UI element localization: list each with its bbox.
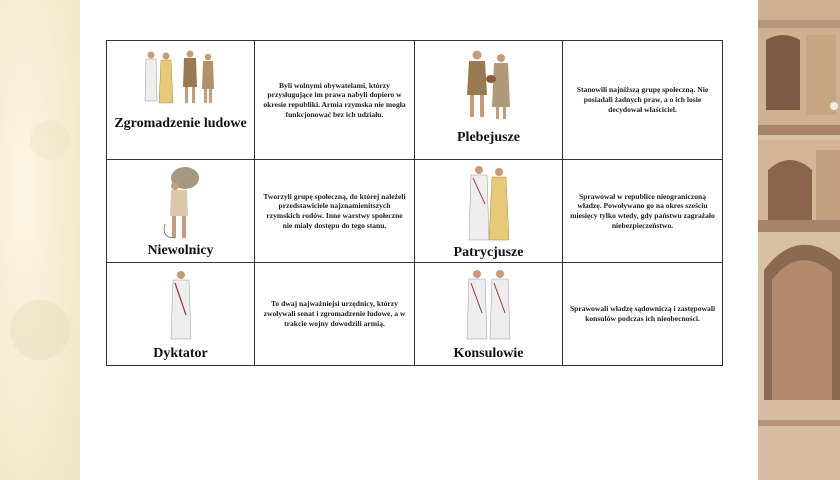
card-dyktator: [107, 263, 255, 366]
description-text: Byli wolnymi obywatelami, którzy przysługujące im prawa nabyli dopiero w okresie republiki. Armia rzymska nie mogła funkcjonować bez ich udziału.: [255, 41, 415, 160]
term-label: Zgromadzenie ludowe: [114, 116, 247, 131]
card-konsulowie: [415, 263, 563, 366]
roman-society-matching-table: [106, 40, 723, 366]
term-label: Niewolnicy: [147, 243, 214, 258]
illustration-patricians: [415, 164, 562, 242]
illustration-consuls: [415, 267, 562, 341]
term-label: Patrycjusze: [453, 245, 524, 260]
card-plebejusze: [415, 41, 563, 160]
description-text: Tworzyli grupę społeczną, do której należeli przedstawiciele najznamienitszych rzymskich rodów. Inne warstwy społeczne nie miały dostępu do tego stanu.: [255, 160, 415, 263]
card-niewolnicy: [107, 160, 255, 263]
table-row: [107, 41, 723, 160]
term-label: Konsulowie: [453, 346, 524, 361]
colosseum-background-image: [758, 0, 840, 480]
left-background-parchment: [0, 0, 80, 480]
term-label: Plebejusze: [457, 130, 520, 145]
description-text: Stanowili najniższą grupę społeczną. Nie posiadali żadnych praw, a o ich losie decydował właściciel.: [563, 41, 723, 160]
illustration-plebeians: [415, 49, 562, 121]
table-row: [107, 263, 723, 366]
parchment-stain: [10, 300, 70, 360]
colosseum-illustration: [758, 0, 840, 480]
card-zgromadzenie-ludowe: [107, 41, 255, 160]
term-label: Dyktator: [153, 346, 208, 361]
description-text: Sprawowali władzę sądowniczą i zastępowali konsulów podczas ich nieobecności.: [563, 263, 723, 366]
illustration-people-assembly: [107, 49, 254, 107]
illustration-slave-carrying-sack: [107, 164, 254, 240]
description-text: To dwaj najważniejsi urzędnicy, którzy zwoływali senat i zgromadzenie ludowe, a w trakcie wojny dowodzili armią.: [255, 263, 415, 366]
description-text: Sprawował w republice nieograniczoną władzę. Powoływano go na okres sześciu miesięcy tylko wtedy, gdy państwu zagrażało niebezpieczeństwo.: [563, 160, 723, 263]
parchment-stain: [30, 120, 70, 160]
card-patrycjusze: [415, 160, 563, 263]
table-row: [107, 160, 723, 263]
illustration-dictator: [107, 269, 254, 341]
